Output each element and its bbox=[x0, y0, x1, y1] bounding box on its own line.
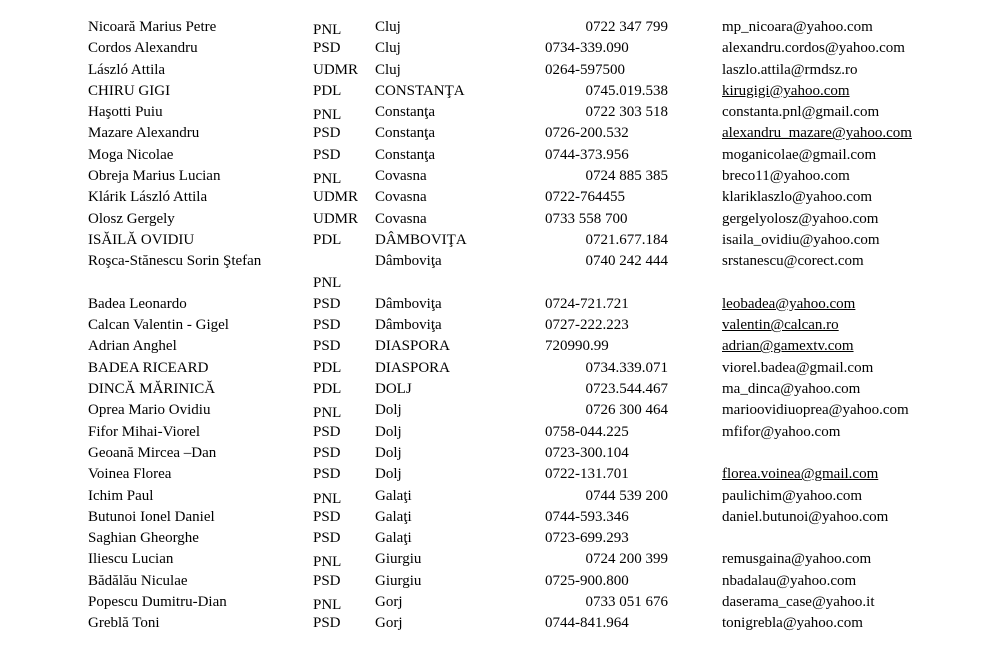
email-address: ma_dinca@yahoo.com bbox=[722, 381, 861, 398]
contact-name: BADEA RICEARD bbox=[88, 359, 209, 376]
contact-name: Fifor Mihai-Viorel bbox=[88, 423, 200, 440]
table-row bbox=[88, 230, 1003, 251]
contact-name: Bădălău Niculae bbox=[88, 572, 188, 589]
email-address: marioovidiuoprea@yahoo.com bbox=[722, 402, 909, 419]
phone-number: 0744 539 200 bbox=[585, 487, 668, 504]
contact-name: Haşotti Puiu bbox=[88, 104, 163, 121]
table-row bbox=[88, 166, 1003, 187]
county-label: DIASPORA bbox=[375, 359, 451, 376]
county-label: Covasna bbox=[375, 210, 427, 227]
party-label: PSD bbox=[313, 572, 341, 589]
contact-name: Olosz Gergely bbox=[88, 210, 175, 227]
party-label: PSD bbox=[313, 338, 341, 355]
table-row bbox=[88, 81, 1003, 102]
email-address: daserama_case@yahoo.it bbox=[722, 594, 875, 611]
county-label: Galaţi bbox=[375, 487, 412, 504]
table-row bbox=[88, 464, 1003, 485]
party-label: PSD bbox=[313, 444, 341, 461]
county-label: Dâmboviţa bbox=[375, 253, 442, 270]
phone-number: 0723.544.467 bbox=[585, 381, 668, 398]
email-address: gergelyolosz@yahoo.com bbox=[722, 210, 879, 227]
phone-number: 0264-597500 bbox=[545, 61, 625, 78]
contact-name: Saghian Gheorghe bbox=[88, 530, 199, 547]
email-address: daniel.butunoi@yahoo.com bbox=[722, 508, 889, 525]
party-label: PNL bbox=[313, 107, 342, 124]
phone-number: 720990.99 bbox=[545, 338, 609, 355]
email-address: mp_nicoara@yahoo.com bbox=[722, 19, 873, 35]
phone-number: 0722 303 518 bbox=[585, 104, 668, 121]
contact-name: Klárik László Attila bbox=[88, 189, 208, 206]
party-label: PDL bbox=[313, 82, 342, 99]
phone-number: 0726 300 464 bbox=[585, 402, 668, 419]
email-link[interactable]: florea.voinea@gmail.com bbox=[722, 466, 879, 483]
county-label: Dolj bbox=[375, 466, 402, 483]
county-label: Giurgiu bbox=[375, 572, 422, 589]
contact-name: Oprea Mario Ovidiu bbox=[88, 402, 211, 419]
county-label: Constanţa bbox=[375, 146, 435, 163]
county-label: Gorj bbox=[375, 615, 403, 632]
table-row bbox=[88, 123, 1003, 144]
phone-number: 0727-222.223 bbox=[545, 317, 629, 334]
email-link[interactable]: alexandru_mazare@yahoo.com bbox=[722, 125, 912, 142]
email-address: paulichim@yahoo.com bbox=[722, 487, 863, 504]
county-label: Constanţa bbox=[375, 104, 435, 121]
contact-name: Geoană Mircea –Dan bbox=[88, 444, 217, 461]
email-address: breco11@yahoo.com bbox=[722, 168, 850, 185]
contact-name: Voinea Florea bbox=[88, 466, 172, 483]
party-label: PDL bbox=[313, 231, 342, 248]
email-address: nbadalau@yahoo.com bbox=[722, 572, 857, 589]
phone-number: 0733 558 700 bbox=[545, 210, 628, 227]
county-label: DÂMBOVIŢA bbox=[375, 231, 467, 248]
county-label: Dolj bbox=[375, 423, 402, 440]
county-label: Cluj bbox=[375, 40, 401, 57]
party-label: PSD bbox=[313, 317, 341, 334]
party-label: PSD bbox=[313, 615, 341, 632]
contact-name: Cordos Alexandru bbox=[88, 40, 198, 57]
contact-name: Butunoi Ionel Daniel bbox=[88, 508, 215, 525]
phone-number: 0724 200 399 bbox=[585, 551, 668, 568]
email-link[interactable]: kirugigi@yahoo.com bbox=[722, 82, 850, 99]
county-label: DOLJ bbox=[375, 381, 412, 398]
phone-number: 0722-131.701 bbox=[545, 466, 629, 483]
contact-name: Badea Leonardo bbox=[88, 295, 187, 312]
party-label: UDMR bbox=[313, 189, 359, 206]
county-label: Galaţi bbox=[375, 508, 412, 525]
contact-name: Mazare Alexandru bbox=[88, 125, 200, 142]
phone-number: 0724-721.721 bbox=[545, 295, 629, 312]
phone-number: 0744-841.964 bbox=[545, 615, 629, 632]
county-label: Gorj bbox=[375, 594, 403, 611]
contact-name: Moga Nicolae bbox=[88, 146, 174, 163]
table-row bbox=[88, 528, 1003, 549]
phone-number: 0744-593.346 bbox=[545, 508, 629, 525]
table-row bbox=[88, 17, 1003, 38]
contact-name: Iliescu Lucian bbox=[88, 551, 174, 568]
party-label: PDL bbox=[313, 359, 342, 376]
phone-number: 0733 051 676 bbox=[585, 594, 668, 611]
contact-table bbox=[88, 17, 1003, 635]
contact-name: Nicoară Marius Petre bbox=[88, 19, 217, 35]
party-label: PSD bbox=[313, 466, 341, 483]
phone-number: 0745.019.538 bbox=[585, 82, 668, 99]
party-label: PNL bbox=[313, 597, 342, 614]
table-row bbox=[88, 187, 1003, 208]
county-label: Galaţi bbox=[375, 530, 412, 547]
table-row bbox=[88, 145, 1003, 166]
table-row bbox=[88, 549, 1003, 570]
party-label: PNL bbox=[313, 171, 342, 188]
party-label: PSD bbox=[313, 295, 341, 312]
contact-name: Calcan Valentin - Gigel bbox=[88, 317, 229, 334]
party-label: PSD bbox=[313, 530, 341, 547]
email-link[interactable]: leobadea@yahoo.com bbox=[722, 295, 856, 312]
table-row bbox=[88, 251, 1003, 294]
contact-name: Roşca-Stănescu Sorin Ştefan bbox=[88, 253, 262, 270]
county-label: DIASPORA bbox=[375, 338, 451, 355]
phone-number: 0744-373.956 bbox=[545, 146, 629, 163]
contact-name: CHIRU GIGI bbox=[88, 82, 171, 99]
contact-name: Ichim Paul bbox=[88, 487, 154, 504]
phone-number: 0722 347 799 bbox=[585, 19, 668, 35]
email-address: alexandru.cordos@yahoo.com bbox=[722, 40, 905, 57]
email-address: mfifor@yahoo.com bbox=[722, 423, 841, 440]
contact-name: ISĂILĂ OVIDIU bbox=[88, 231, 195, 248]
table-row bbox=[88, 592, 1003, 613]
table-row bbox=[88, 400, 1003, 421]
party-label: PNL bbox=[313, 22, 342, 38]
email-address: isaila_ovidiu@yahoo.com bbox=[722, 231, 880, 248]
table-row bbox=[88, 294, 1003, 315]
table-row bbox=[88, 102, 1003, 123]
county-label: Dâmboviţa bbox=[375, 295, 442, 312]
table-row bbox=[88, 60, 1003, 81]
contact-name: DINCĂ MĂRINICĂ bbox=[88, 381, 216, 398]
party-label: PSD bbox=[313, 125, 341, 142]
party-label: PSD bbox=[313, 423, 341, 440]
email-address: laszlo.attila@rmdsz.ro bbox=[722, 61, 858, 78]
county-label: Cluj bbox=[375, 61, 401, 78]
party-label: PNL bbox=[313, 490, 342, 507]
county-label: Giurgiu bbox=[375, 551, 422, 568]
party-label: PSD bbox=[313, 146, 341, 163]
email-address: viorel.badea@gmail.com bbox=[722, 359, 874, 376]
party-label: UDMR bbox=[313, 210, 359, 227]
contact-name: Obreja Marius Lucian bbox=[88, 168, 221, 185]
phone-number: 0734.339.071 bbox=[585, 359, 668, 376]
table-row bbox=[88, 613, 1003, 634]
table-row bbox=[88, 209, 1003, 230]
table-row bbox=[88, 315, 1003, 336]
email-address: remusgaina@yahoo.com bbox=[722, 551, 872, 568]
phone-number: 0723-300.104 bbox=[545, 444, 629, 461]
phone-number: 0726-200.532 bbox=[545, 125, 629, 142]
table-row bbox=[88, 38, 1003, 59]
county-label: Dolj bbox=[375, 402, 402, 419]
phone-number: 0725-900.800 bbox=[545, 572, 629, 589]
email-address: klariklaszlo@yahoo.com bbox=[722, 189, 873, 206]
party-label: PDL bbox=[313, 381, 342, 398]
county-label: Constanţa bbox=[375, 125, 435, 142]
table-row bbox=[88, 443, 1003, 464]
party-label: UDMR bbox=[313, 61, 359, 78]
table-row bbox=[88, 422, 1003, 443]
county-label: CONSTANŢA bbox=[375, 82, 465, 99]
table-row bbox=[88, 379, 1003, 400]
email-link[interactable]: valentin@calcan.ro bbox=[722, 317, 839, 334]
county-label: Dolj bbox=[375, 444, 402, 461]
contact-name: Adrian Anghel bbox=[88, 338, 177, 355]
county-label: Covasna bbox=[375, 168, 427, 185]
email-address: constanta.pnl@gmail.com bbox=[722, 104, 880, 121]
party-label: PSD bbox=[313, 40, 341, 57]
email-address: moganicolae@gmail.com bbox=[722, 146, 877, 163]
party-label: PNL bbox=[313, 274, 342, 291]
table-row bbox=[88, 486, 1003, 507]
phone-number: 0722-764455 bbox=[545, 189, 625, 206]
email-address: tonigrebla@yahoo.com bbox=[722, 615, 863, 632]
party-label: PNL bbox=[313, 405, 342, 422]
contact-name: László Attila bbox=[88, 61, 166, 78]
party-label: PNL bbox=[313, 554, 342, 571]
table-row bbox=[88, 507, 1003, 528]
phone-number: 0723-699.293 bbox=[545, 530, 629, 547]
county-label: Covasna bbox=[375, 189, 427, 206]
phone-number: 0758-044.225 bbox=[545, 423, 629, 440]
table-row bbox=[88, 571, 1003, 592]
phone-number: 0734-339.090 bbox=[545, 40, 629, 57]
county-label: Cluj bbox=[375, 19, 401, 35]
contact-name: Greblă Toni bbox=[88, 615, 160, 632]
party-label: PSD bbox=[313, 508, 341, 525]
phone-number: 0740 242 444 bbox=[585, 253, 668, 270]
phone-number: 0724 885 385 bbox=[585, 168, 668, 185]
phone-number: 0721.677.184 bbox=[585, 231, 668, 248]
contact-name: Popescu Dumitru-Dian bbox=[88, 594, 227, 611]
county-label: Dâmboviţa bbox=[375, 317, 442, 334]
table-row bbox=[88, 336, 1003, 357]
table-row bbox=[88, 358, 1003, 379]
email-link[interactable]: adrian@gamextv.com bbox=[722, 338, 854, 355]
email-address: srstanescu@corect.com bbox=[722, 253, 864, 270]
